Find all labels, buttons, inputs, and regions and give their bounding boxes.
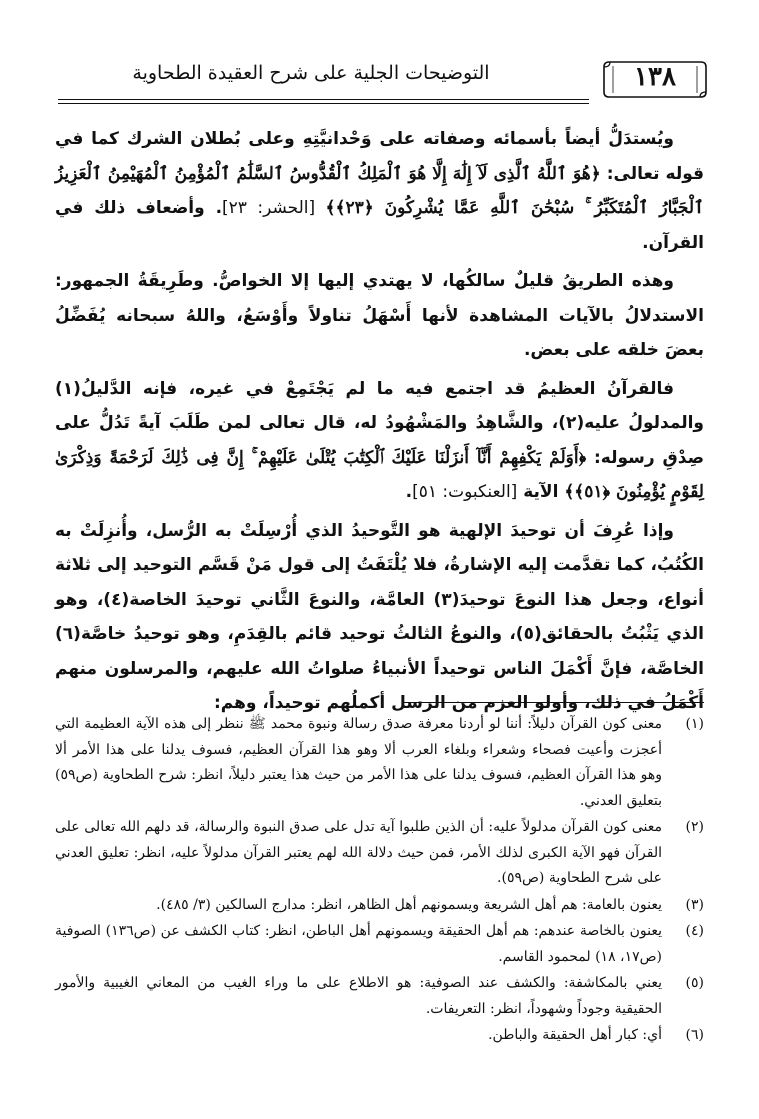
- header-rule-thin: [58, 103, 589, 104]
- footnote-number: (٦): [685, 1027, 704, 1043]
- page-number: ١٣٨: [634, 62, 676, 92]
- page-header: [58, 58, 709, 106]
- footnote-3: [55, 893, 704, 919]
- quran-verse-ankabut: ﴿أَوَلَمْ يَكْفِهِمْ أَنَّآ أَنزَلْنَا عَلَيْكَ ٱلْكِتَٰبَ يُتْلَىٰ عَلَيْهِمْ ۚ إِنَّ فِى ذَٰلِكَ لَرَحْمَةً وَذِكْرَىٰ لِقَوْمٍ يُؤْمِنُونَ ﴿٥١﴾﴾: [55, 447, 704, 502]
- paragraph-1-intro: ويُستدَلُّ أيضاً بأسمائه وصفاته على وَحْدانيَّتِهِ وعلى بُطلان الشرك كما في قوله تعالى:: [55, 129, 704, 184]
- paragraph-3: [55, 372, 704, 510]
- footnote-text: يعنون بالخاصة عندهم: هم أهل الحقيقة ويسمونهم أهل الباطن، انظر: كتاب الكشف عن (ص١٣٦) الصوفية (ص١٧، ١٨) لمحمود القاسم.: [55, 923, 662, 965]
- verse-reference-hashr: [الحشر: ٢٣]: [222, 198, 326, 218]
- paragraph-1-outro: . وأضعاف ذلك في القرآن.: [55, 198, 704, 253]
- footnote-number: (١): [685, 716, 704, 732]
- paragraph-2: وهذه الطريقُ قليلٌ سالكُها، لا يهتدي إليها إلا الخواصُّ. وطَرِيقَةُ الجمهور: الاستدلالُ بالآيات المشاهدة لأنها أَسْهَلُ تناولاً وأَوْسَعُ، واللهُ سبحانه يُفَضِّلُ بعضَ خلقه على بعض.: [55, 271, 704, 360]
- paragraph-3-intro: فالقرآنُ العظيمُ قد اجتمع فيه ما لم يَجْتَمِعْ في غيره، فإنه الدَّليلُ(١) والمدلولُ عليه(٢)، والشَّاهِدُ والمَشْهُودُ له، قال تعالى لمن طَلَبَ آيةً تَدُلُّ على صِدْقِ رسوله:: [55, 378, 704, 468]
- footnotes: [55, 712, 704, 1050]
- footnote-text: أي: كبار أهل الحقيقة والباطن.: [488, 1027, 662, 1043]
- paragraph-4: وإذا عُرِفَ أن توحيدَ الإلهية هو التَّوحيدُ الذي أُرْسِلَتْ به الرُّسل، وأُنزِلَتْ به الكُتُبُ، كما تقدَّمت إليه الإشارةُ، فلا يُلْتَفَتُ إلى قول مَنْ قَسَّم التوحيد إلى ثلاثة أنواع، وجعل هذا النوعَ توحيدَ(٣) العامَّة، والنوعَ الثَّاني توحيدَ الخاصة(٤)، وهو الذي يَثْبُتُ بالحقائق(٥)، والنوعُ الثالثُ توحيد قائم بالقِدَمِ، وهو توحيدُ خاصَّة(٦) الخاصَّة، فإنَّ أَكْمَلَ الناس توحيداً الأنبياءُ صلواتُ الله عليهم، والمرسلون منهم أَكْمَلُ في ذلك، وأولو العزم من الرسل أكملُهم توحيداً، وهم:: [55, 520, 704, 713]
- paragraph-3-outro: .: [405, 482, 413, 502]
- footnote-5: [55, 971, 704, 1022]
- footnote-separator: [404, 702, 704, 703]
- footnote-1: [55, 712, 704, 814]
- running-title: التوضيحات الجلية على شرح العقيدة الطحاوية: [132, 62, 490, 84]
- footnote-number: (٢): [685, 819, 704, 835]
- page-number-scroll-frame: [601, 58, 709, 100]
- footnote-number: (٥): [685, 975, 704, 991]
- main-text: [55, 122, 704, 721]
- footnote-text: يعني بالمكاشفة: والكشف عند الصوفية: هو الاطلاع على ما وراء الغيب من المعاني الغيبية والأمور الحقيقية وجوداً وشهوداً، انظر: التعريفات.: [55, 975, 662, 1017]
- header-rule: [58, 99, 589, 100]
- footnote-text: معنى كون القرآن مدلولاً عليه: أن الذين طلبوا آية تدل على صدق النبوة والرسالة، قد دلهم الله تعالى على القرآن فهو الآية الكبرى لذلك الأمر، فمن حيث دلالة الله لهم يعتبر القرآن مدلولاً عليه، انظر: تعليق العدني على شرح الطحاوية (ص٥٩).: [55, 819, 662, 886]
- footnote-4: [55, 919, 704, 970]
- footnote-6: [55, 1023, 704, 1049]
- verse-reference-ankabut: [العنكبوت: ٥١]: [412, 482, 518, 502]
- footnote-number: (٤): [685, 923, 704, 939]
- paragraph-1: [55, 122, 704, 260]
- footnote-2: [55, 815, 704, 892]
- footnote-number: (٣): [685, 896, 704, 913]
- paragraph-3-ayah-word: الآية: [517, 482, 565, 502]
- footnote-text: معنى كون القرآن دليلاً: أننا لو أردنا معرفة صدق رسالة ونبوة محمد ﷺ ننظر إلى هذه الآية العظيمة التي أعجزت وأعيت فصحاء وشعراء وبلغاء العرب ألا وهو هذا القرآن العظيم، فسوف يدلنا على هذا الأمر ألا وهو هذا القرآن العظيم، فسوف يدلنا على هذا الأمر من حيث هذا يعتبر دليلاً، انظر: شرح الطحاوية (ص٥٩) بتعليق العدني.: [55, 716, 662, 809]
- footnote-text: يعنون بالعامة: هم أهل الشريعة ويسمونهم أهل الظاهر، انظر: مدارج السالكين (٣/ ٤٨٥).: [156, 896, 662, 913]
- quran-verse-hashr: ﴿هُوَ ٱللَّهُ ٱلَّذِى لَآ إِلَٰهَ إِلَّا هُوَ ٱلْمَلِكُ ٱلْقُدُّوسُ ٱلسَّلَٰمُ ٱلْمُؤْمِنُ ٱلْمُهَيْمِنُ ٱلْعَزِيزُ ٱلْجَبَّارُ ٱلْمُتَكَبِّرُ ۚ سُبْحَٰنَ ٱللَّهِ عَمَّا يُشْرِكُونَ ﴿٢٣﴾﴾: [55, 163, 705, 218]
